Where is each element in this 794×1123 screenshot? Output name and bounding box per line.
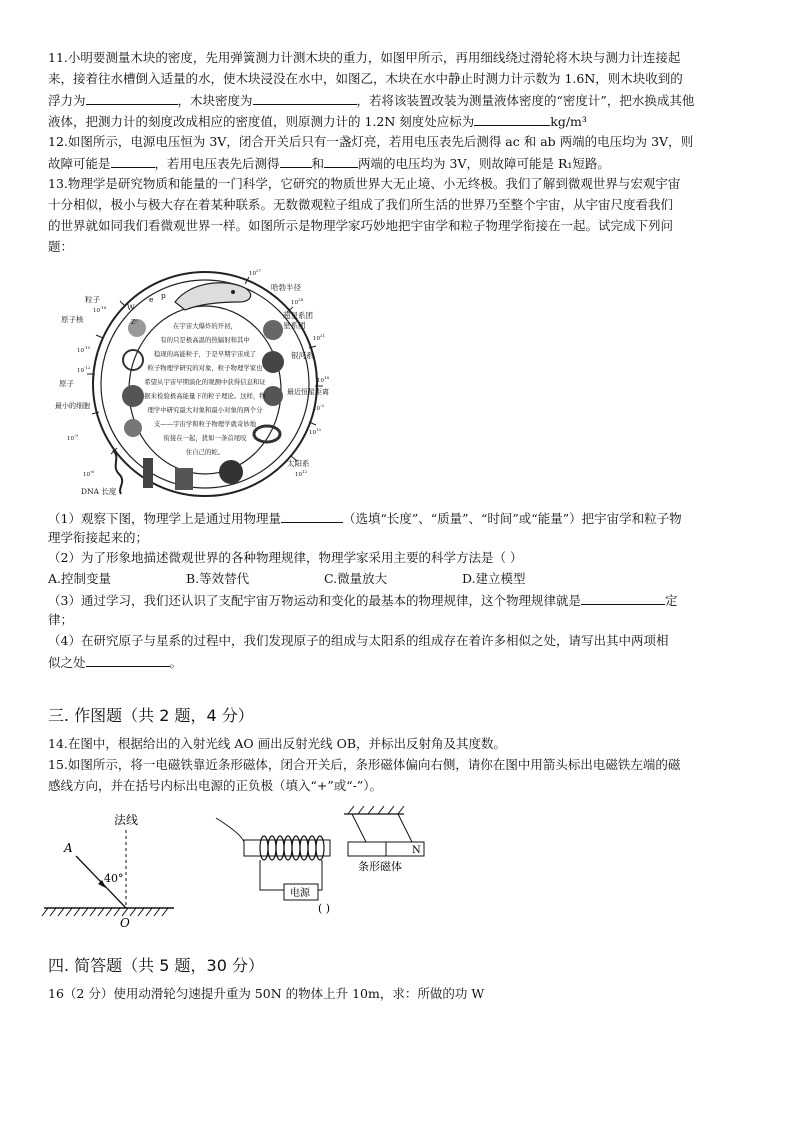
center-text-line: 衔接在一起，犹如一条首尾咬	[163, 434, 247, 442]
label-e: e	[149, 295, 154, 304]
q11-line1: 11.小明要测量木块的密度，先用弹簧测力计测木块的重力，如图甲所示，再用细线绕过滑轮将木块与测力计连接起	[48, 50, 681, 65]
q13-sub4: （4）在研究原子与星系的过程中，我们发现原子的组成与太阳系的组成存在着许多相似之处，请写出其中两项相	[48, 633, 669, 648]
q13-line4: 题：	[48, 239, 74, 254]
center-text-line: 住自己的蛇。	[185, 448, 225, 456]
scale-label: $10^{15}$	[309, 427, 322, 436]
label-z: Z⁰	[131, 319, 138, 326]
label-hubble: 哈勃半径	[271, 283, 301, 292]
q13-sub3c: 律；	[48, 612, 74, 627]
q15-line1: 15.如图所示，将一电磁铁靠近条形磁体，闭合开关后，条形磁体偏向右侧，请你在图中用箭头标出电磁铁左端的磁	[48, 757, 681, 772]
galaxy-cluster-image	[263, 320, 283, 340]
q13-sub1c: 理学衔接起来的；	[48, 530, 149, 545]
ceiling-hatching	[348, 806, 404, 814]
q11-text-d: 液体，把测力计的刻度改成相应的密度值，则原测力计的 1.2N 刻度处应标为	[48, 114, 475, 129]
label-galaxy: 银河系	[291, 351, 314, 360]
q12-text-b: ，若用电压表先后测得	[154, 156, 280, 171]
q12-text-a: 故障可能是	[48, 156, 111, 171]
section-title: 四. 简答题（共 5 题，30 分）	[48, 956, 264, 975]
suspension-string	[352, 814, 366, 842]
label-w: W	[127, 303, 135, 312]
answer-blank-buoyancy[interactable]	[86, 90, 178, 105]
q13-sub2: （2）为了形象地描述微观世界的各种物理规律，物理学家采用主要的科学方法是（ ）	[48, 550, 523, 565]
q12-text-c: 和	[311, 156, 325, 171]
answer-blank-law[interactable]	[581, 590, 665, 605]
scale-label: $10^{-15}$	[77, 345, 91, 354]
section-title: 三. 作图题（共 2 题，4 分）	[48, 706, 254, 725]
label-star-distance: 最近恒星距离	[287, 388, 329, 396]
scale-label: $10^{12}$	[295, 469, 308, 478]
cosmic-snake-figure	[55, 262, 355, 500]
normal-label: 法线	[114, 813, 139, 827]
q13-sub3-text: （3）通过学习，我们还认识了支配宇宙万物运动和变化的最基本的物理规律，这个物理规律就是	[48, 593, 581, 608]
dna-image	[124, 419, 142, 437]
electromagnet-figure	[212, 802, 442, 918]
label-particle: 粒子	[85, 295, 100, 304]
option-a[interactable]: A.控制变量	[48, 571, 112, 586]
q11-unit: kg/m³	[550, 114, 587, 129]
q13-sub4-text: 。	[169, 655, 183, 670]
scale-label: $10^{18}$	[317, 375, 330, 384]
q12-text-d: 两端的电压均为 3V，则故障可能是 R₁短路。	[358, 156, 610, 171]
q11-text-c: ，若将该装置改装为测量液体密度的“密度计”，把水换成其他	[356, 93, 695, 108]
center-text-line: 支——宇宙学和粒子物理学就奇妙地	[153, 420, 257, 428]
answer-blank-mark[interactable]	[474, 111, 550, 126]
scale-label: $10^{-3}$	[313, 403, 324, 412]
label-nucleus: 原子核	[61, 315, 84, 324]
q11-line2: 来，接着往水槽倒入适量的水，使木块浸没在水中，如图乙，木块在水中静止时测力计示数为 1.6N，则木块收到的	[48, 71, 683, 86]
label-supercluster: 超星系团	[283, 311, 313, 320]
q13-line3: 的世界就如同我们看微观世界一样。如图所示是物理学家巧妙地把宇宙学和粒子物理学衔接在一起。试完成下列问	[48, 218, 674, 233]
q15-line2: 感线方向，并在括号内标出电源的正负极（填入“+”或“-”）。	[48, 778, 383, 793]
q14-text: 14.在图中，根据给出的入射光线 AO 画出反射光线 OB，并标出反射角及其度数。	[48, 736, 507, 751]
landscape-image	[175, 468, 193, 490]
center-text-line: 据来检验极高能量下的粒子理论。这样，物	[144, 392, 266, 400]
q12-line2	[48, 153, 748, 174]
q13-sub4b	[48, 652, 748, 673]
label-dna: DNA 长度	[81, 487, 117, 496]
answer-blank-fault[interactable]	[111, 153, 155, 168]
q13-sub1	[48, 508, 748, 529]
reflection-figure	[40, 806, 180, 930]
q11-line4	[48, 111, 748, 132]
scale-label: $10^{-9}$	[67, 433, 78, 442]
option-c[interactable]: C.微量放大	[324, 571, 388, 586]
suspension-string	[398, 814, 412, 842]
q16-text: 16（2 分）使用动滑轮匀速提升重为 50N 的物体上升 10m，求：所做的功 W	[48, 986, 485, 1001]
scale-label: $10^{-6}$	[83, 469, 94, 478]
wire	[216, 818, 244, 842]
milky-way-image	[262, 351, 284, 373]
q13-line1: 13.物理学是研究物质和能量的一门科学，它研究的物质世界大无止境、小无终极。我们了解到微观世界与宏观宇宙	[48, 176, 681, 191]
person-image	[143, 458, 153, 488]
center-text-line: 理学中研究最大对象和最小对象的两个分	[147, 406, 263, 414]
mirror-hatching	[42, 908, 168, 916]
iron-core	[244, 840, 330, 856]
polarity-blank[interactable]: ( )	[318, 902, 331, 915]
north-pole-label: N	[412, 845, 421, 856]
q11-line3	[48, 90, 748, 111]
label-atom: 原子	[59, 379, 74, 388]
answer-blank-similarity[interactable]	[86, 652, 170, 667]
q13-options	[48, 569, 748, 589]
center-text-line: 粒子物理学研究的对象，粒子物理学家也	[147, 364, 263, 372]
center-text-line: 稳现的高能粒子，于是早期宇宙成了	[153, 350, 257, 358]
q13-sub3	[48, 590, 748, 611]
point-o-label: O	[120, 916, 130, 930]
scale-label: $10^{-12}$	[77, 365, 91, 374]
option-b[interactable]: B.等效替代	[186, 571, 250, 586]
scale-label: $10^{27}$	[249, 268, 262, 277]
scale-label: $10^{24}$	[291, 297, 304, 306]
point-a-label: A	[64, 841, 73, 855]
answer-blank-quantity[interactable]	[281, 508, 343, 523]
center-text-line: 在宇宙大爆炸的开初，	[173, 322, 237, 330]
label-solar-system: 太阳系	[287, 459, 310, 468]
angle-label: 40°	[104, 872, 124, 885]
answer-blank-density[interactable]	[253, 90, 357, 105]
answer-blank-point1[interactable]	[280, 153, 312, 168]
option-d[interactable]: D.建立模型	[462, 571, 526, 586]
q13-sub1-text: （选填“长度”、“质量”、“时间”或“能量”）把宇宙学和粒子物	[342, 511, 682, 526]
center-text-line: 希望从宇宙早期演化的观测中获得信息和证	[144, 378, 266, 386]
label-p: p	[161, 291, 166, 300]
label-cell: 最小的细胞	[55, 402, 90, 410]
power-label: 电源	[290, 888, 310, 899]
answer-blank-point2[interactable]	[324, 153, 358, 168]
scale-label: $10^{21}$	[313, 333, 326, 342]
magnet-label: 条形磁体	[358, 860, 402, 873]
q11-text-a: 浮力为	[48, 93, 86, 108]
q13-sub1-text: （1）观察下图，物理学上是通过用物理量	[48, 511, 281, 526]
q13-sub4-text: 似之处	[48, 655, 86, 670]
center-text-line: 有的只是极高温的热辐射和其中	[160, 336, 250, 344]
q11-text-b: ，木块密度为	[177, 93, 253, 108]
label-galaxy-cluster: 星系团	[283, 321, 306, 330]
q12-line1: 12.如图所示，电源电压恒为 3V，闭合开关后只有一盏灯亮，若用电压表先后测得 ac 和 ab 两端的电压均为 3V，则	[48, 134, 694, 149]
star-field-image	[263, 386, 283, 406]
q13-sub3-text: 定	[664, 593, 678, 608]
sun-image	[219, 460, 243, 484]
cell-image	[122, 385, 144, 407]
q13-line2: 十分相似，极小与极大存在着某种联系。无数微观粒子组成了我们所生活的世界乃至整个宇宙，从宇宙尺度看我们	[48, 197, 674, 212]
scale-label: $10^{-18}$	[93, 305, 107, 314]
